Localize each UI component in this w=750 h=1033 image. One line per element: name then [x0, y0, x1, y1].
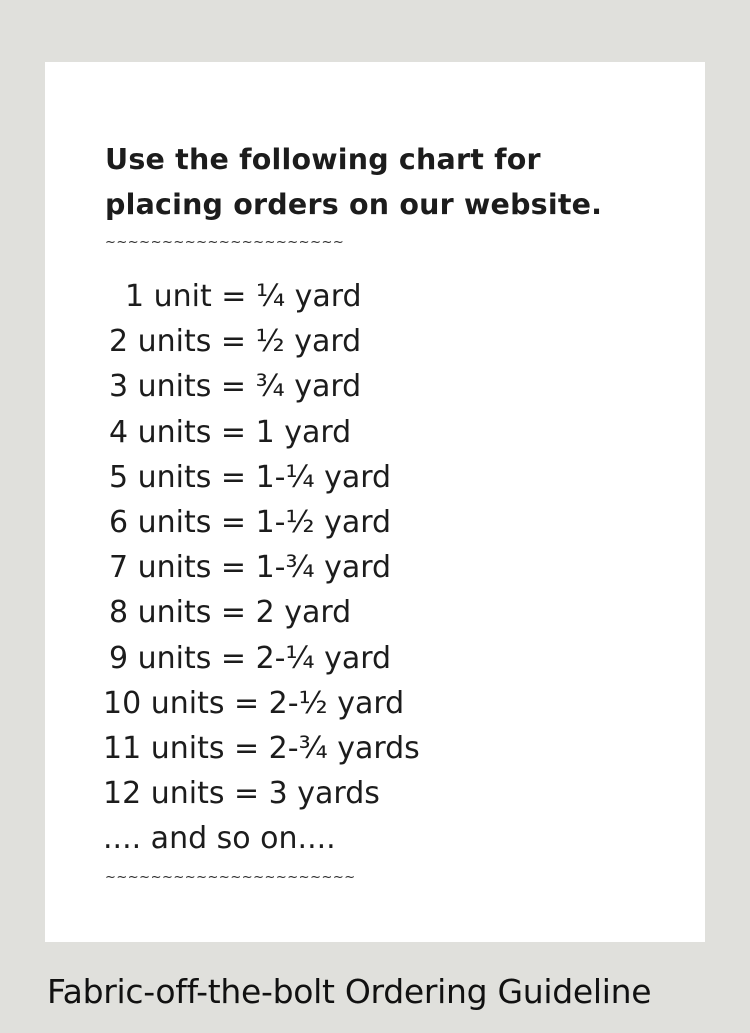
unit-row: 4 units = 1 yard [109, 414, 352, 450]
unit-row: 12 units = 3 yards [103, 776, 380, 812]
unit-row: 6 units = 1-½ yard [109, 504, 392, 540]
unit-row: 7 units = 1-¾ yard [109, 550, 392, 586]
unit-conversion-list [103, 274, 420, 861]
chart-heading-line-2: placing orders on our website. [105, 188, 603, 221]
ordering-chart-card [45, 62, 705, 942]
tilde-divider-top: ~~~~~~~~~~~~~~~~~~~~~ [105, 235, 345, 250]
chart-heading-line-1: Use the following chart for [105, 143, 541, 176]
unit-row: 10 units = 2-½ yard [103, 685, 405, 721]
image-caption: Fabric-off-the-bolt Ordering Guideline [47, 972, 652, 1011]
and-so-on-row: .... and so on.... [103, 821, 336, 857]
unit-row: 8 units = 2 yard [109, 595, 352, 631]
tilde-divider-bottom: ~~~~~~~~~~~~~~~~~~~~~~ [105, 870, 356, 885]
unit-row: 9 units = 2-¼ yard [109, 640, 392, 676]
unit-row: 1 unit = ¼ yard [125, 279, 362, 314]
unit-row: 3 units = ¾ yard [109, 369, 362, 405]
chart-heading [105, 137, 602, 227]
unit-row: 11 units = 2-¾ yards [103, 730, 420, 766]
unit-row: 5 units = 1-¼ yard [109, 459, 392, 495]
unit-row: 2 units = ½ yard [109, 324, 362, 360]
